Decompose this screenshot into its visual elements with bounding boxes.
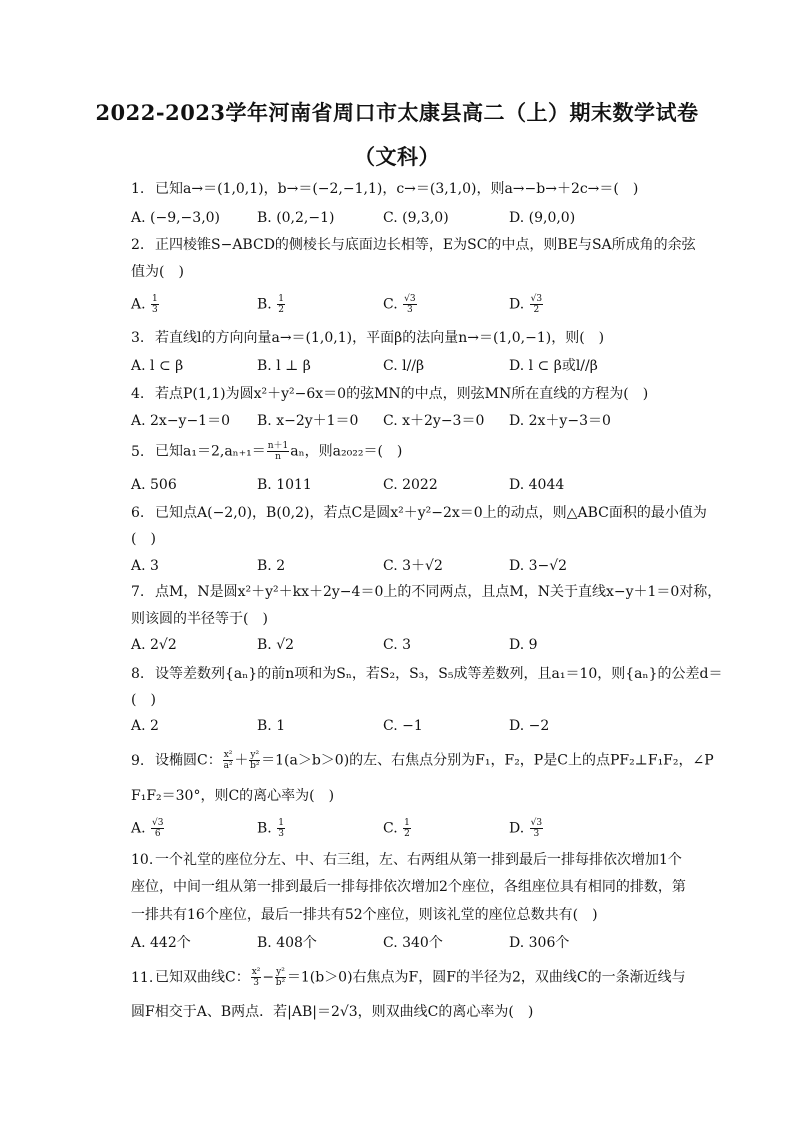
option-a: A. l ⊂ β (131, 358, 184, 374)
option-c: C. 2022 (383, 477, 438, 493)
numerator: 1 (278, 818, 284, 828)
fraction (277, 294, 285, 315)
option-a: A. (−9,−3,0) (131, 210, 221, 226)
exam-title: 2022-2023学年河南省周口市太康县高二（上）期末数学试卷 (95, 100, 699, 125)
option-c (383, 818, 412, 839)
question-7 (131, 582, 722, 602)
denominator: 3 (253, 978, 259, 988)
numerator: y² (276, 967, 285, 977)
numerator: √3 (530, 818, 543, 828)
fraction (249, 750, 260, 771)
question-9-line-2: F₁F₂＝30°，则C的离心率为( ) (131, 788, 335, 804)
option-a (131, 818, 165, 839)
question-text: 已知a₁＝2,aₙ₊₁＝ (155, 443, 266, 460)
exam-subtitle: （文科） (354, 144, 440, 169)
fraction (530, 294, 543, 315)
fraction (403, 294, 416, 315)
numerator: 1 (278, 294, 284, 304)
option-label: B. (257, 820, 272, 837)
question-text: 若直线l的方向向量a→＝(1,0,1)，平面β的法向量n→＝(1,0,−1)，则( ) (155, 330, 605, 346)
question-number: 5. (131, 443, 145, 460)
numerator: 1 (404, 818, 410, 828)
denominator: 3 (152, 305, 158, 315)
fraction (530, 818, 543, 839)
question-text: 一个礼堂的座位分左、中、右三组，左、右两组从第一排到最后一排每排依次增加1个 (155, 852, 682, 868)
option-b: B. x−2y＋1＝0 (257, 413, 359, 429)
option-a: A. 442个 (131, 935, 191, 951)
option-b (257, 818, 286, 839)
question-number: 9. (131, 752, 145, 769)
option-d: D. l ⊂ β或l//β (509, 358, 598, 374)
option-b: B. 1 (257, 718, 286, 734)
question-number: 2. (131, 237, 145, 253)
option-d: D. 3−√2 (509, 558, 568, 574)
numerator: √3 (404, 294, 416, 304)
option-d: D. −2 (509, 718, 550, 734)
question-number: 7. (131, 584, 145, 600)
option-d (509, 818, 544, 839)
option-a: A. 506 (131, 477, 177, 493)
question-text: 已知点A(−2,0)，B(0,2)，若点C是圆x²＋y²−2x＝0上的动点，则△ABC面积的最小值为 (155, 505, 707, 521)
option-a: A. 3 (131, 558, 159, 574)
question-6-line-2: ( ) (131, 531, 156, 547)
question-text: 若点P(1,1)为圆x²＋y²−6x＝0的弦MN的中点，则弦MN所在直线的方程为( ) (155, 386, 649, 402)
numerator: n＋1 (267, 441, 289, 451)
question-number: 6. (131, 505, 145, 521)
question-10-line-3: 一排共有16个座位，最后一排共有52个座位，则该礼堂的座位总数共有( ) (131, 907, 598, 923)
question-4 (131, 384, 706, 404)
denominator: 6 (154, 829, 161, 839)
option-b: B. (0,2,−1) (257, 210, 335, 226)
question-10-line-2: 座位，中间一组从第一排到最后一排每排依次增加2个座位，各组座位具有相同的排数，第 (131, 879, 686, 895)
fraction (403, 818, 411, 839)
option-label: D. (509, 296, 525, 313)
option-d: D. 9 (509, 637, 538, 653)
question-11: 11. 已知双曲线C： $\frac{\text{x²}}{3}$ − $\frac{\text{y²}}{\text{b²}}$ ＝1(b＞0)右焦点为F，圆F的半径为2，双曲线C的一条渐近线与 (131, 967, 686, 988)
question-8 (131, 664, 723, 684)
denominator: 2 (278, 305, 284, 315)
numerator: y² (250, 750, 260, 760)
numerator: √3 (530, 294, 543, 304)
question-number: 11. (131, 969, 154, 986)
question-3 (131, 328, 706, 348)
fraction (277, 818, 285, 839)
option-c: C. 3＋√2 (383, 558, 443, 574)
fraction (151, 818, 164, 839)
denominator: 3 (278, 829, 284, 839)
option-c: C. l//β (383, 358, 425, 374)
question-text: ＝1(a＞b＞0)的左、右焦点分别为F₁，F₂，P是C上的点PF₂⊥F₁F₂，∠P (261, 752, 714, 769)
question-8-line-2: ( ) (131, 692, 156, 708)
question-2 (131, 235, 706, 255)
option-b: B. 1011 (257, 477, 312, 493)
option-c (383, 294, 418, 315)
fraction (267, 441, 290, 462)
option-c: C. 3 (383, 637, 412, 653)
fraction (151, 294, 159, 315)
option-b (257, 294, 286, 315)
option-c: C. 340个 (383, 935, 443, 951)
option-c: C. −1 (383, 718, 423, 734)
question-text: 正四棱锥S−ABCD的侧棱长与底面边长相等，E为SC的中点，则BE与SA所成角的余弦 (155, 237, 696, 253)
fraction (275, 967, 286, 988)
option-d (509, 294, 544, 315)
denominator: 3 (533, 829, 540, 839)
numerator: x² (251, 967, 261, 977)
denominator: 3 (406, 305, 413, 315)
numerator: 1 (152, 294, 158, 304)
question-11-line-2: 圆F相交于A、B两点．若|AB|＝2√3，则双曲线C的离心率为( ) (131, 1004, 534, 1020)
option-c: C. (9,3,0) (383, 210, 449, 226)
denominator: a² (223, 761, 233, 771)
option-label: C. (383, 820, 398, 837)
question-10 (131, 850, 706, 870)
fraction (251, 967, 262, 988)
option-b: B. √2 (257, 637, 295, 653)
question-number: 3. (131, 330, 145, 346)
option-label: D. (509, 820, 525, 837)
denominator: b² (275, 978, 286, 988)
option-d: D. 4044 (509, 477, 565, 493)
option-d: D. 2x＋y−3＝0 (509, 413, 611, 429)
numerator: x² (223, 750, 233, 760)
option-b: B. l ⊥ β (257, 358, 311, 374)
question-number: 10. (131, 852, 154, 868)
option-d: D. (9,0,0) (509, 210, 576, 226)
denominator: b² (250, 761, 260, 771)
option-c: C. x＋2y−3＝0 (383, 413, 485, 429)
option-a (131, 294, 160, 315)
question-5 (131, 441, 706, 462)
denominator: 2 (533, 305, 540, 315)
numerator: √3 (152, 818, 164, 828)
option-label: B. (257, 296, 272, 313)
denominator: 2 (404, 829, 410, 839)
question-text: 已知双曲线C： (155, 969, 250, 986)
option-d: D. 306个 (509, 935, 570, 951)
question-text: 点M，N是圆x²＋y²＋kx＋2y−4＝0上的不同两点，且点M，N关于直线x−y＋1＝0对称， (155, 584, 722, 600)
option-label: A. (131, 296, 146, 313)
question-9: 9. 设椭圆C： $\frac{\text{x²}}{\text{a²}}$ ＋ $\frac{\text{y²}}{\text{b²}}$ ＝1(a＞b＞0)的左、右焦点分别为F₁，F₂，P是C上的点PF₂⊥F₁F₂，∠P (131, 750, 714, 771)
option-label: A. (131, 820, 146, 837)
fraction (223, 750, 234, 771)
question-text: 设椭圆C： (155, 752, 222, 769)
option-a: A. 2√2 (131, 637, 177, 653)
question-6 (131, 503, 706, 523)
question-number: 4. (131, 386, 145, 402)
option-a: A. 2x−y−1＝0 (131, 413, 230, 429)
question-text: 已知a→＝(1,0,1)，b→＝(−2,−1,1)，c→＝(3,1,0)，则a→−b→＋2c→＝( ) (155, 181, 639, 197)
question-number: 8. (131, 666, 145, 682)
question-2-line-2: 值为( ) (131, 264, 184, 280)
denominator: n (275, 452, 281, 462)
question-text: aₙ，则a₂₀₂₂＝( ) (290, 443, 403, 460)
question-1 (131, 179, 706, 199)
option-label: C. (383, 296, 398, 313)
question-text: 设等差数列{aₙ}的前n项和为Sₙ，若S₂，S₃，S₅成等差数列，且a₁＝10，则{aₙ}的公差d＝ (155, 666, 723, 682)
option-a: A. 2 (131, 718, 159, 734)
question-number: 1. (131, 181, 145, 197)
question-7-line-2: 则该圆的半径等于( ) (131, 611, 268, 627)
question-text: ＝1(b＞0)右焦点为F，圆F的半径为2，双曲线C的一条渐近线与 (286, 969, 686, 986)
option-b: B. 408个 (257, 935, 317, 951)
option-b: B. 2 (257, 558, 286, 574)
